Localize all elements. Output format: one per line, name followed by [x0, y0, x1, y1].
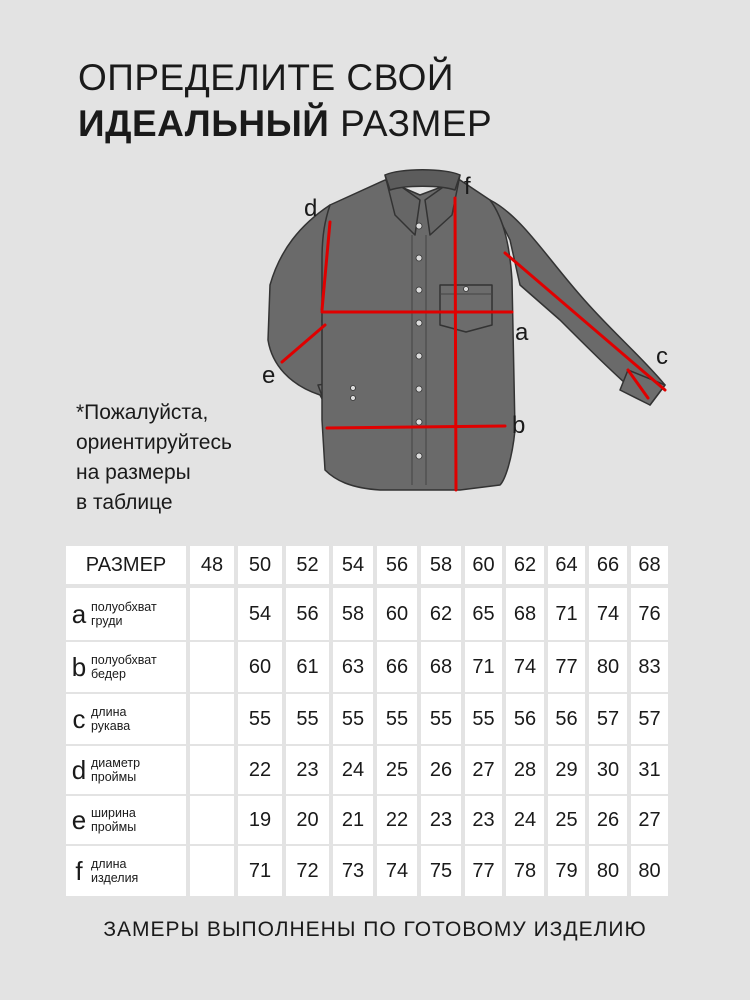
collar-band	[385, 170, 460, 190]
table-cell	[190, 694, 234, 744]
label-b: b	[512, 412, 526, 439]
row-description-line: проймы	[91, 820, 137, 834]
note-line: *Пожалуйста,	[76, 401, 209, 424]
label-f: f	[464, 173, 471, 200]
table-cell: 55	[421, 694, 461, 744]
row-description	[91, 653, 157, 681]
table-cell: 77	[548, 642, 585, 692]
table-cell: 77	[465, 846, 502, 896]
table-cell: 80	[631, 846, 668, 896]
row-letter: f	[75, 856, 83, 886]
table-cell: 75	[421, 846, 461, 896]
title-line-2	[78, 101, 492, 147]
button-icon	[416, 255, 422, 261]
row-description-line: диаметр	[91, 756, 141, 770]
table-cell: 55	[377, 694, 417, 744]
table-cell: 71	[548, 588, 585, 640]
table-cell: 61	[286, 642, 329, 692]
table-cell: 68	[421, 642, 461, 692]
label-a: a	[515, 319, 529, 346]
measure-line-f	[455, 198, 456, 490]
row-description	[91, 756, 140, 784]
button-icon	[416, 386, 422, 392]
row-description	[91, 857, 138, 885]
row-description-line: длина	[91, 857, 127, 871]
header-label: РАЗМЕР	[66, 546, 186, 584]
table-cell: 26	[589, 796, 627, 844]
table-cell: 60	[238, 642, 282, 692]
table-cell: 80	[589, 642, 627, 692]
table-cell: 72	[286, 846, 329, 896]
table-cell: 80	[589, 846, 627, 896]
table-cell: 27	[465, 746, 502, 794]
table-cell: 60	[377, 588, 417, 640]
footer-note: ЗАМЕРЫ ВЫПОЛНЕНЫ ПО ГОТОВОМУ ИЗДЕЛИЮ	[103, 918, 647, 941]
button-icon	[416, 287, 422, 293]
table-cell: 76	[631, 588, 668, 640]
table-cell: 28	[506, 746, 544, 794]
row-description-line: рукава	[91, 719, 131, 733]
header-size: 56	[377, 546, 417, 584]
table-cell	[190, 746, 234, 794]
title-line-1: ОПРЕДЕЛИТЕ СВОЙ	[78, 57, 454, 98]
table-cell: 24	[506, 796, 544, 844]
table-cell: 20	[286, 796, 329, 844]
row-description-line: ширина	[91, 806, 136, 820]
note-line: ориентируйтесь	[76, 431, 232, 454]
table-cell: 62	[421, 588, 461, 640]
table-cell: 30	[589, 746, 627, 794]
table-cell	[190, 846, 234, 896]
table-cell: 55	[465, 694, 502, 744]
table-cell	[190, 588, 234, 640]
row-letter: a	[71, 599, 87, 629]
page-title	[78, 55, 492, 147]
button-icon	[351, 396, 356, 401]
button-icon	[416, 419, 422, 425]
measure-line-a	[505, 253, 665, 390]
table-cell: 56	[548, 694, 585, 744]
table-cell	[190, 642, 234, 692]
table-cell: 74	[377, 846, 417, 896]
header-size: 64	[548, 546, 585, 584]
row-label	[66, 746, 186, 794]
row-description	[91, 600, 157, 628]
table-cell: 55	[333, 694, 373, 744]
table-cell: 56	[286, 588, 329, 640]
table-cell: 65	[465, 588, 502, 640]
row-description	[91, 705, 130, 733]
row-label	[66, 846, 186, 896]
header-size: 68	[631, 546, 668, 584]
table-cell: 25	[377, 746, 417, 794]
row-label	[66, 642, 186, 692]
header-size: 54	[333, 546, 373, 584]
table-cell: 71	[465, 642, 502, 692]
button-icon	[416, 223, 422, 229]
table-cell: 83	[631, 642, 668, 692]
row-description-line: длина	[91, 705, 127, 719]
shirt-diagram	[255, 160, 685, 500]
button-icon	[416, 320, 422, 326]
row-label	[66, 588, 186, 640]
right-cuff	[620, 370, 665, 405]
header-size: 60	[465, 546, 502, 584]
header-size: 52	[286, 546, 329, 584]
table-cell: 19	[238, 796, 282, 844]
table-cell: 27	[631, 796, 668, 844]
row-description-line: полуобхват	[91, 653, 157, 667]
row-description-line: проймы	[91, 770, 137, 784]
row-description-line: изделия	[91, 871, 139, 885]
title-rest: РАЗМЕР	[329, 103, 493, 144]
table-cell: 23	[465, 796, 502, 844]
table-cell: 22	[238, 746, 282, 794]
table-cell: 56	[506, 694, 544, 744]
table-cell: 57	[631, 694, 668, 744]
table-cell: 63	[333, 642, 373, 692]
label-c: c	[656, 343, 668, 370]
table-cell: 66	[377, 642, 417, 692]
table-cell: 79	[548, 846, 585, 896]
table-cell: 74	[589, 588, 627, 640]
table-cell: 21	[333, 796, 373, 844]
header-size: 48	[190, 546, 234, 584]
table-cell: 58	[333, 588, 373, 640]
table-cell: 26	[421, 746, 461, 794]
row-letter: e	[71, 805, 87, 835]
table-cell: 68	[506, 588, 544, 640]
shirt-illustration	[268, 170, 665, 490]
button-icon	[416, 353, 422, 359]
row-label	[66, 694, 186, 744]
table-cell: 55	[238, 694, 282, 744]
table-cell: 23	[286, 746, 329, 794]
note-line: на размеры	[76, 461, 191, 484]
table-cell: 54	[238, 588, 282, 640]
button-icon	[464, 287, 469, 292]
title-bold-word: ИДЕАЛЬНЫЙ	[78, 103, 330, 144]
chest-pocket	[440, 285, 492, 332]
table-cell: 23	[421, 796, 461, 844]
label-d: d	[304, 195, 318, 222]
measure-line-b	[327, 426, 505, 428]
row-description-line: груди	[91, 614, 123, 628]
table-cell: 57	[589, 694, 627, 744]
row-description-line: бедер	[91, 667, 126, 681]
row-description-line: полуобхват	[91, 600, 157, 614]
table-cell: 24	[333, 746, 373, 794]
table-cell: 73	[333, 846, 373, 896]
table-cell: 29	[548, 746, 585, 794]
table-cell: 74	[506, 642, 544, 692]
row-letter: b	[71, 652, 87, 682]
table-cell: 78	[506, 846, 544, 896]
label-e: e	[262, 362, 276, 389]
header-size: 58	[421, 546, 461, 584]
header-size: 50	[238, 546, 282, 584]
table-cell: 31	[631, 746, 668, 794]
table-cell: 25	[548, 796, 585, 844]
table-cell	[190, 796, 234, 844]
note-line: в таблице	[76, 491, 173, 514]
button-icon	[416, 453, 422, 459]
table-cell: 55	[286, 694, 329, 744]
table-cell: 22	[377, 796, 417, 844]
row-letter: d	[71, 755, 87, 785]
button-icon	[351, 386, 356, 391]
row-description	[91, 806, 136, 834]
header-size: 62	[506, 546, 544, 584]
table-cell: 71	[238, 846, 282, 896]
header-size: 66	[589, 546, 627, 584]
row-letter: c	[72, 704, 86, 734]
row-label	[66, 796, 186, 844]
